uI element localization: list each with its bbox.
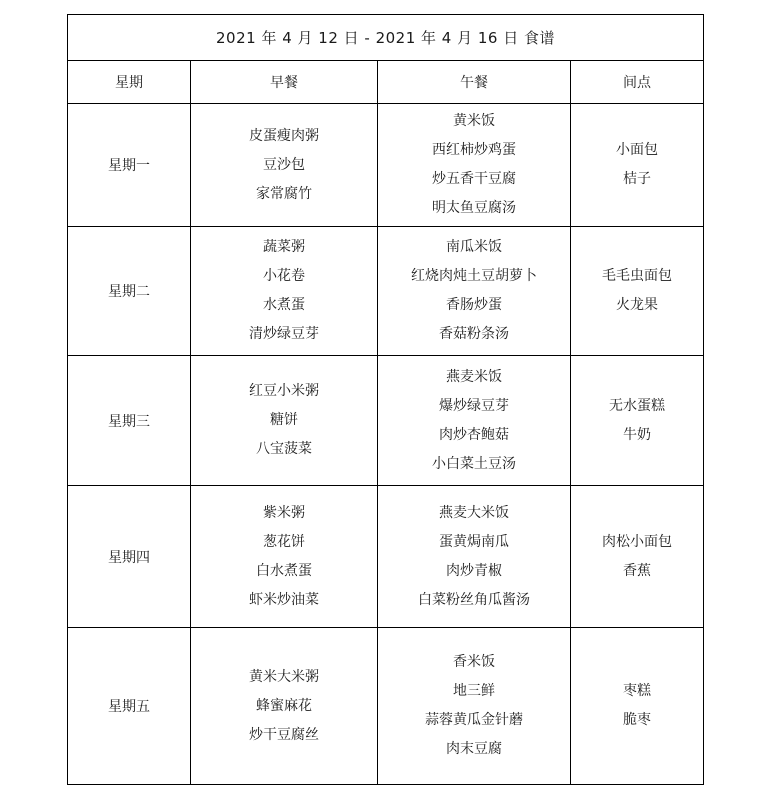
dish-item: 香菇粉条汤 bbox=[439, 326, 509, 342]
dish-item: 小花卷 bbox=[263, 268, 305, 284]
dish-item: 蛋黄焗南瓜 bbox=[439, 533, 509, 550]
dish-item: 火龙果 bbox=[616, 297, 658, 313]
dish-item: 燕麦米饭 bbox=[446, 368, 502, 385]
snack-cell bbox=[571, 227, 704, 356]
weekday-cell: 星期一 bbox=[68, 104, 191, 227]
dish-item: 葱花饼 bbox=[263, 533, 305, 550]
breakfast-cell bbox=[191, 486, 378, 628]
dish-item: 小白菜土豆汤 bbox=[432, 455, 516, 472]
lunch-cell bbox=[378, 227, 571, 356]
dish-item: 小面包 bbox=[616, 142, 658, 158]
dish-item: 爆炒绿豆芽 bbox=[439, 397, 509, 414]
dish-item: 肉炒杏鲍菇 bbox=[439, 426, 509, 443]
dish-item: 糖饼 bbox=[270, 412, 298, 428]
menu-title: 2021 年 4 月 12 日 - 2021 年 4 月 16 日 食谱 bbox=[68, 15, 704, 61]
dish-item: 西红柿炒鸡蛋 bbox=[432, 142, 516, 158]
dish-item: 香肠炒蛋 bbox=[446, 297, 502, 313]
breakfast-cell bbox=[191, 227, 378, 356]
breakfast-cell bbox=[191, 628, 378, 785]
dish-item: 虾米炒油菜 bbox=[249, 591, 319, 608]
snack-cell bbox=[571, 628, 704, 785]
snack-cell bbox=[571, 486, 704, 628]
dish-item: 地三鲜 bbox=[453, 683, 495, 699]
menu-rows bbox=[68, 104, 704, 785]
dish-item: 南瓜米饭 bbox=[446, 239, 502, 255]
dish-item: 炒干豆腐丝 bbox=[249, 726, 319, 743]
dish-item: 脆枣 bbox=[623, 712, 651, 728]
dish-item: 肉末豆腐 bbox=[446, 741, 502, 757]
dish-item: 蜂蜜麻花 bbox=[256, 697, 312, 714]
lunch-cell bbox=[378, 628, 571, 785]
table-row bbox=[68, 227, 704, 356]
dish-item: 红豆小米粥 bbox=[249, 383, 319, 399]
dish-item: 水煮蛋 bbox=[263, 297, 305, 313]
breakfast-cell bbox=[191, 104, 378, 227]
weekday-cell: 星期二 bbox=[68, 227, 191, 356]
lunch-cell bbox=[378, 356, 571, 486]
dish-item: 明太鱼豆腐汤 bbox=[432, 200, 516, 216]
dish-item: 黄米大米粥 bbox=[249, 668, 319, 685]
dish-item: 紫米粥 bbox=[263, 504, 305, 521]
lunch-cell bbox=[378, 486, 571, 628]
dish-item: 牛奶 bbox=[623, 426, 651, 443]
table-row bbox=[68, 104, 704, 227]
dish-item: 红烧肉炖土豆胡萝卜 bbox=[411, 268, 537, 284]
table-row bbox=[68, 486, 704, 628]
header-breakfast: 早餐 bbox=[191, 61, 378, 104]
dish-item: 桔子 bbox=[623, 171, 651, 187]
breakfast-cell bbox=[191, 356, 378, 486]
dish-item: 白水煮蛋 bbox=[256, 562, 312, 579]
dish-item: 蔬菜粥 bbox=[263, 239, 305, 255]
header-snack: 间点 bbox=[571, 61, 704, 104]
dish-item: 豆沙包 bbox=[263, 156, 305, 173]
weekday-cell: 星期三 bbox=[68, 356, 191, 486]
dish-item: 皮蛋瘦肉粥 bbox=[249, 127, 319, 144]
header-weekday: 星期 bbox=[68, 61, 191, 104]
dish-item: 清炒绿豆芽 bbox=[249, 326, 319, 342]
dish-item: 肉松小面包 bbox=[602, 533, 672, 550]
dish-item: 黄米饭 bbox=[453, 113, 495, 129]
lunch-cell bbox=[378, 104, 571, 227]
dish-item: 无水蛋糕 bbox=[609, 397, 665, 414]
dish-item: 枣糕 bbox=[623, 683, 651, 699]
table-row bbox=[68, 356, 704, 486]
dish-item: 肉炒青椒 bbox=[446, 562, 502, 579]
dish-item: 毛毛虫面包 bbox=[602, 268, 672, 284]
dish-item: 八宝菠菜 bbox=[256, 441, 312, 457]
dish-item: 香蕉 bbox=[623, 562, 651, 579]
dish-item: 炒五香干豆腐 bbox=[432, 171, 516, 187]
dish-item: 白菜粉丝角瓜酱汤 bbox=[418, 591, 530, 608]
weekday-cell: 星期五 bbox=[68, 628, 191, 785]
dish-item: 蒜蓉黄瓜金针蘑 bbox=[425, 712, 523, 728]
header-lunch: 午餐 bbox=[378, 61, 571, 104]
snack-cell bbox=[571, 356, 704, 486]
menu-table bbox=[67, 14, 704, 785]
weekday-cell: 星期四 bbox=[68, 486, 191, 628]
dish-item: 家常腐竹 bbox=[256, 185, 312, 202]
table-row bbox=[68, 628, 704, 785]
dish-item: 香米饭 bbox=[453, 654, 495, 670]
dish-item: 燕麦大米饭 bbox=[439, 504, 509, 521]
snack-cell bbox=[571, 104, 704, 227]
